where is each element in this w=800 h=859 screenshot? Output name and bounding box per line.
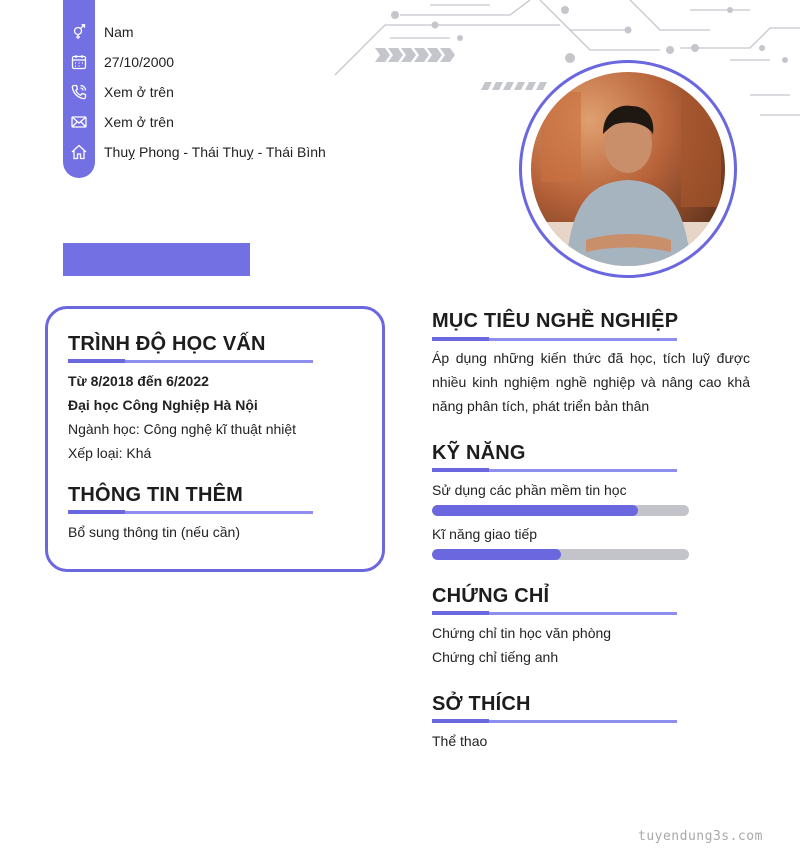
address-text: Thuỵ Phong - Thái Thuỵ - Thái Bình xyxy=(104,144,326,160)
info-row-address xyxy=(63,137,326,167)
info-row-birthday xyxy=(63,47,326,77)
skill-label: Kĩ năng giao tiếp xyxy=(432,526,538,542)
info-row-phone xyxy=(63,77,326,107)
skill-bar-fill xyxy=(432,505,638,516)
birthday-text: 27/10/2000 xyxy=(104,54,175,70)
info-row-email xyxy=(63,107,326,137)
education-heading: TRÌNH ĐỘ HỌC VẤN xyxy=(68,333,266,355)
education-rank: Xếp loại: Khá xyxy=(68,445,152,461)
skill-label: Sử dụng các phần mềm tin học xyxy=(432,482,627,498)
home-icon xyxy=(63,137,95,167)
certificate-item: Chứng chỉ tin học văn phòng xyxy=(432,625,612,641)
career-goal-text: Áp dụng những kiến thức đã học, tích luỹ được nhiều kinh nghiệm nghề nghiệp và nâng cao khả năng phân tích, phát triển bản thân xyxy=(432,350,750,414)
calendar-icon xyxy=(63,47,95,77)
watermark: tuyendung3s.com xyxy=(638,829,763,844)
email-text: Xem ở trên xyxy=(104,114,174,130)
avatar-photo xyxy=(531,72,725,266)
skill-bar-track xyxy=(432,549,689,560)
certificates-heading: CHỨNG CHỈ xyxy=(432,585,550,607)
skills-underline xyxy=(432,469,677,472)
extra-info-underline xyxy=(68,511,313,514)
education-period: Từ 8/2018 đến 6/2022 xyxy=(68,373,209,389)
education-school: Đại học Công Nghiệp Hà Nội xyxy=(68,397,258,413)
skills-heading: KỸ NĂNG xyxy=(432,442,526,464)
career-goal-heading: MỤC TIÊU NGHỀ NGHIỆP xyxy=(432,310,679,332)
phone-text: Xem ở trên xyxy=(104,84,174,100)
education-major: Ngành học: Công nghệ kĩ thuật nhiệt xyxy=(68,421,297,437)
info-row-gender xyxy=(63,17,326,47)
gender-text: Nam xyxy=(104,24,134,40)
hobby-item: Thể thao xyxy=(432,733,488,749)
extra-info-text: Bổ sung thông tin (nếu cần) xyxy=(68,524,241,540)
phone-icon xyxy=(63,77,95,107)
skill-bar-track xyxy=(432,505,689,516)
skill-bar-fill xyxy=(432,549,561,560)
name-bar xyxy=(63,243,250,276)
mail-icon xyxy=(63,107,95,137)
hobbies-underline xyxy=(432,720,677,723)
personal-info-list xyxy=(63,17,326,167)
education-underline xyxy=(68,360,313,363)
hobbies-heading: SỞ THÍCH xyxy=(432,693,531,715)
certificate-item: Chứng chỉ tiếng anh xyxy=(432,649,559,665)
career-goal-underline xyxy=(432,338,677,341)
gender-icon xyxy=(63,17,95,47)
certificates-underline xyxy=(432,612,677,615)
extra-info-heading: THÔNG TIN THÊM xyxy=(68,484,244,506)
